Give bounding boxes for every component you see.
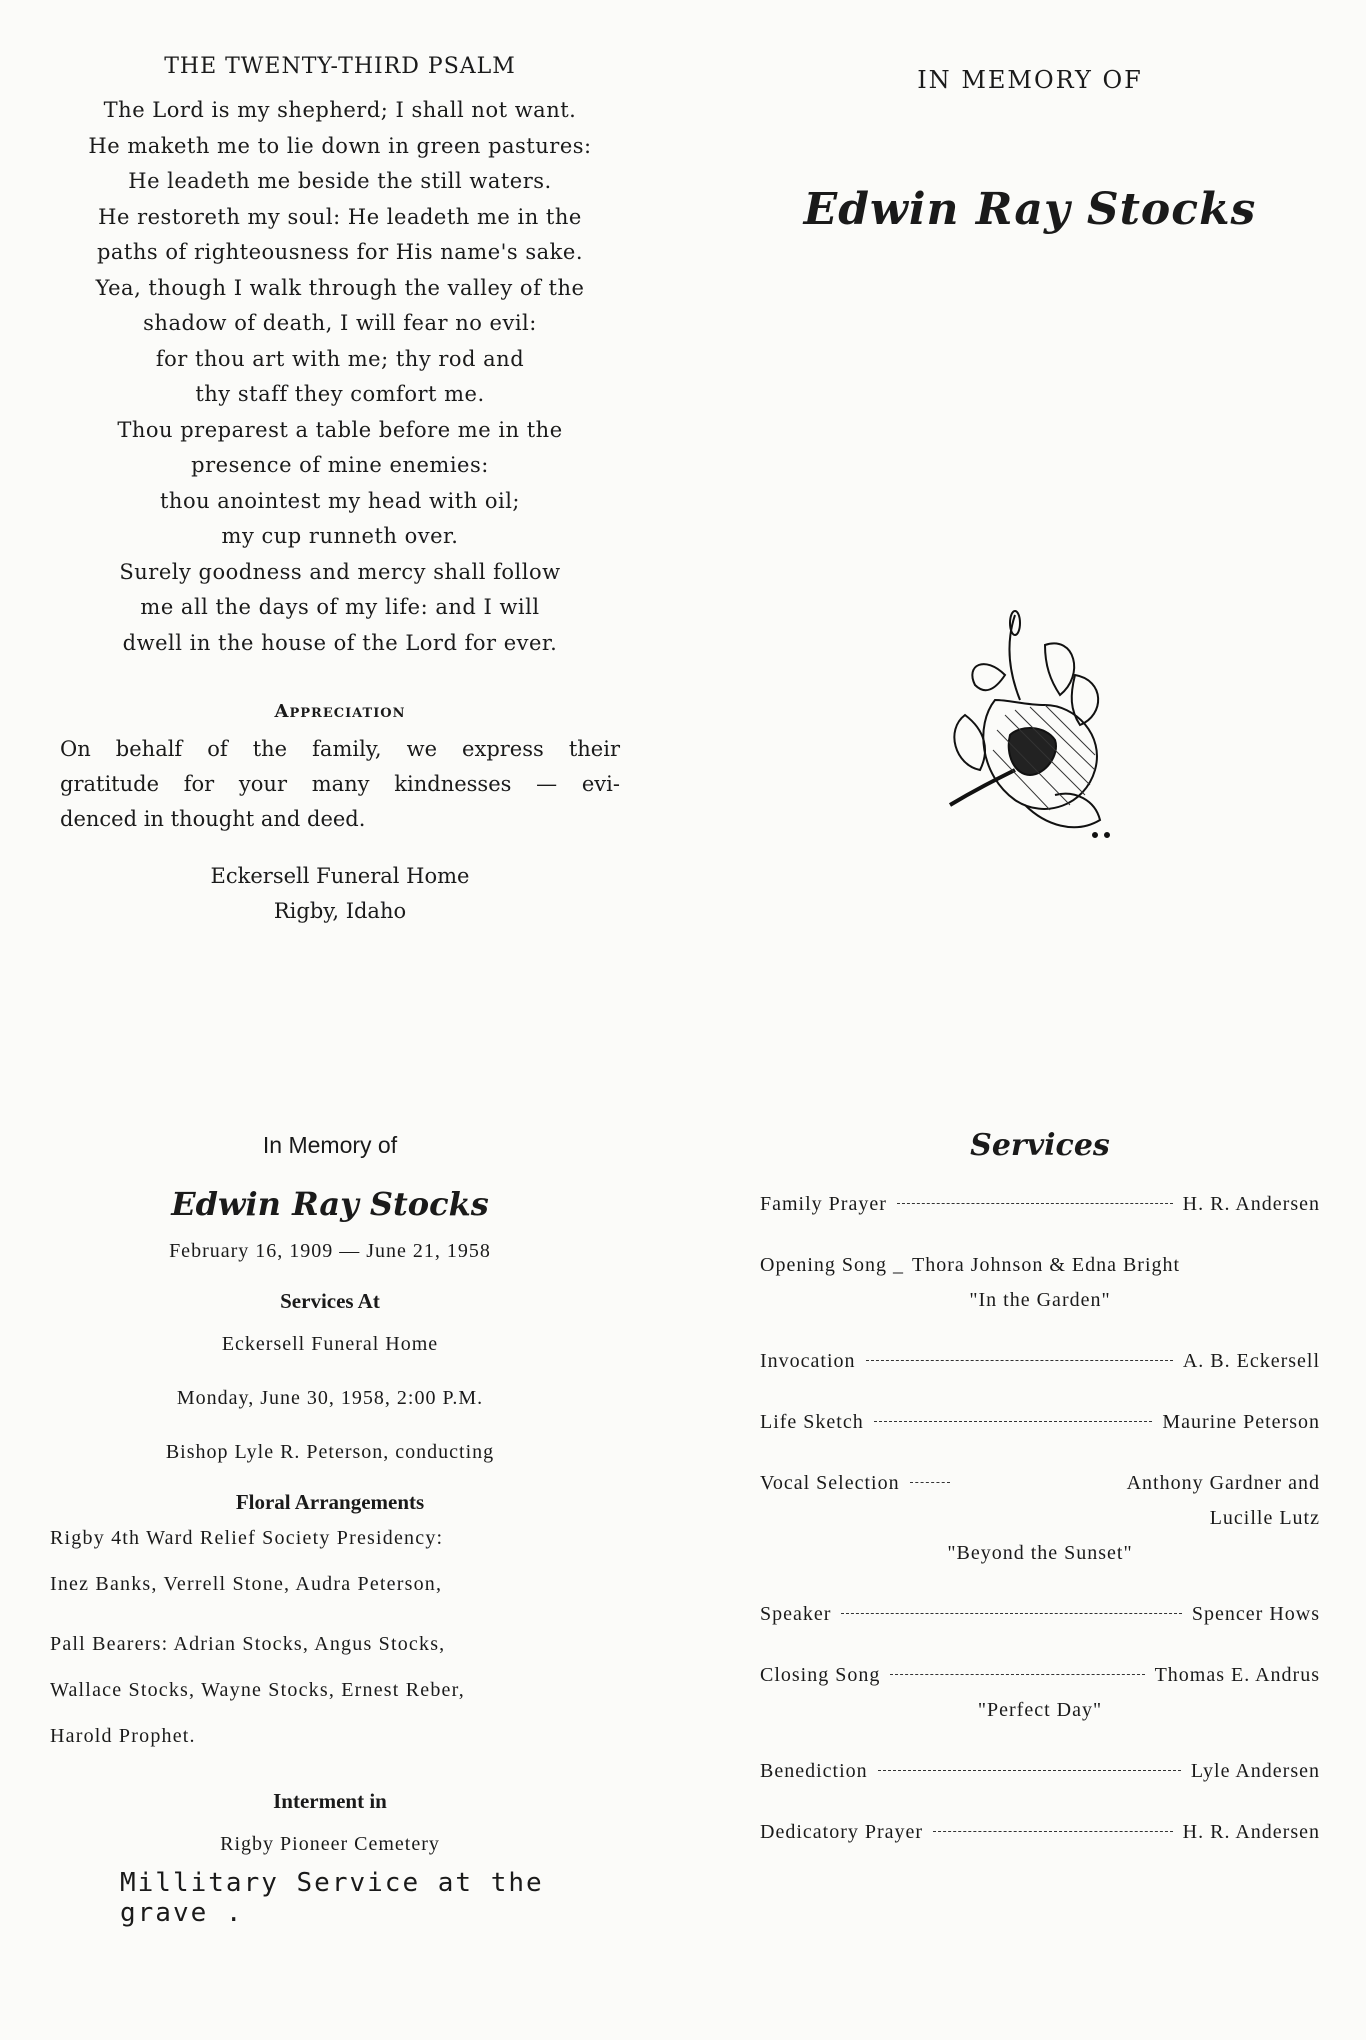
service-label: Life Sketch xyxy=(760,1411,864,1433)
psalm-line: me all the days of my life: and I will xyxy=(140,595,540,619)
service-label: Opening Song _ xyxy=(760,1254,904,1276)
service-item xyxy=(760,1664,1320,1722)
cover-caption: IN MEMORY OF xyxy=(917,66,1143,94)
psalm-title: THE TWENTY-THIRD PSALM xyxy=(164,54,516,79)
psalm-line: He restoreth my soul: He leadeth me in the xyxy=(98,204,582,229)
details-panel xyxy=(50,1120,610,1928)
psalm-line: thy staff they comfort me. xyxy=(195,382,485,406)
orchid-icon xyxy=(935,605,1125,855)
psalm-line: dwell in the house of the Lord for ever. xyxy=(122,630,558,655)
psalm-line: He leadeth me beside the still waters. xyxy=(128,169,552,193)
leader-line xyxy=(910,1482,950,1483)
service-person: Spencer Hows xyxy=(1191,1603,1320,1625)
life-dates: February 16, 1909 — June 21, 1958 xyxy=(169,1240,491,1262)
service-person: Thomas E. Andrus xyxy=(1154,1664,1320,1686)
psalm-panel xyxy=(60,50,620,929)
service-label: Closing Song xyxy=(760,1664,881,1686)
funeral-home-name: Eckersell Funeral Home xyxy=(210,864,470,888)
pall-bearers-line: Pall Bearers: Adrian Stocks, Angus Stocks, xyxy=(50,1633,446,1655)
psalm-line: shadow of death, I will fear no evil: xyxy=(143,311,537,335)
floral-line: Rigby 4th Ward Relief Society Presidency: xyxy=(50,1527,444,1549)
cover-panel xyxy=(740,50,1320,855)
service-item xyxy=(760,1760,1320,1783)
service-datetime: Monday, June 30, 1958, 2:00 P.M. xyxy=(176,1387,484,1409)
cover-name: Edwin Ray Stocks xyxy=(803,184,1257,235)
service-person: Lyle Andersen xyxy=(1190,1760,1320,1782)
appreciation-line: On behalf of the family, we express their xyxy=(60,737,620,761)
conducting-line: Bishop Lyle R. Peterson, conducting xyxy=(165,1441,495,1463)
leader-line xyxy=(874,1421,1153,1422)
leader-line xyxy=(878,1770,1181,1771)
appreciation-title: Appreciation xyxy=(274,701,406,722)
song-title: "In the Garden" xyxy=(969,1289,1111,1311)
psalm-line: paths of righteousness for His name's sake. xyxy=(96,240,584,264)
services-title: Services xyxy=(970,1128,1110,1163)
service-label: Family Prayer xyxy=(760,1193,887,1215)
service-person: H. R. Andersen xyxy=(1182,1821,1320,1843)
details-name: Edwin Ray Stocks xyxy=(171,1185,489,1223)
psalm-line: presence of mine enemies: xyxy=(191,453,489,477)
service-person: Maurine Peterson xyxy=(1162,1411,1320,1433)
service-item xyxy=(760,1472,1320,1565)
service-item xyxy=(760,1603,1320,1626)
services-at-heading: Services At xyxy=(280,1289,380,1313)
leader-line xyxy=(933,1831,1173,1832)
service-item xyxy=(760,1350,1320,1373)
services-panel xyxy=(760,1120,1320,1882)
floral-line: Inez Banks, Verrell Stone, Audra Peterson, xyxy=(50,1573,443,1595)
service-item xyxy=(760,1254,1320,1312)
psalm-line: for thou art with me; thy rod and xyxy=(155,346,525,371)
funeral-home-place: Rigby, Idaho xyxy=(273,899,407,923)
leader-line xyxy=(897,1203,1173,1204)
psalm-line: Yea, though I walk through the valley of the xyxy=(95,275,585,300)
song-title: "Perfect Day" xyxy=(977,1699,1103,1721)
service-label: Speaker xyxy=(760,1603,832,1625)
cemetery-name: Rigby Pioneer Cemetery xyxy=(220,1833,440,1855)
service-label: Benediction xyxy=(760,1760,868,1782)
service-person: H. R. Andersen xyxy=(1182,1193,1320,1215)
pall-bearers-line: Wallace Stocks, Wayne Stocks, Ernest Reber, xyxy=(50,1679,465,1701)
service-label: Invocation xyxy=(760,1350,856,1372)
service-item xyxy=(760,1193,1320,1216)
interment-heading: Interment in xyxy=(273,1789,387,1813)
service-label: Dedicatory Prayer xyxy=(760,1821,924,1843)
psalm-line: Thou preparest a table before me in the xyxy=(117,417,563,442)
psalm-line: He maketh me to lie down in green pastures: xyxy=(88,133,592,158)
service-label: Vocal Selection xyxy=(760,1472,900,1494)
service-person: Anthony Gardner and xyxy=(1126,1472,1320,1494)
leader-line xyxy=(841,1613,1181,1614)
psalm-text xyxy=(60,93,620,661)
leader-line xyxy=(890,1674,1144,1675)
pall-bearers-line: Harold Prophet. xyxy=(50,1725,196,1747)
typed-military-note: Millitary Service at the grave . xyxy=(120,1868,544,1928)
psalm-line: Surely goodness and mercy shall follow xyxy=(119,559,561,584)
psalm-line: The Lord is my shepherd; I shall not want. xyxy=(103,98,577,122)
song-title: "Beyond the Sunset" xyxy=(947,1542,1133,1564)
psalm-line: my cup runneth over. xyxy=(221,524,459,548)
service-place: Eckersell Funeral Home xyxy=(221,1333,439,1355)
leader-line xyxy=(866,1360,1173,1361)
service-person-cont: Lucille Lutz xyxy=(1209,1507,1320,1529)
service-item xyxy=(760,1411,1320,1434)
service-item xyxy=(760,1821,1320,1844)
service-person: A. B. Eckersell xyxy=(1182,1350,1320,1372)
appreciation-line: gratitude for your many kindnesses — evi- xyxy=(60,772,620,796)
details-caption: In Memory of xyxy=(262,1132,398,1158)
service-person: Thora Johnson & Edna Bright xyxy=(912,1254,1181,1276)
psalm-line: thou anointest my head with oil; xyxy=(159,488,521,513)
appreciation-line: denced in thought and deed. xyxy=(60,807,366,831)
floral-heading: Floral Arrangements xyxy=(235,1490,425,1514)
